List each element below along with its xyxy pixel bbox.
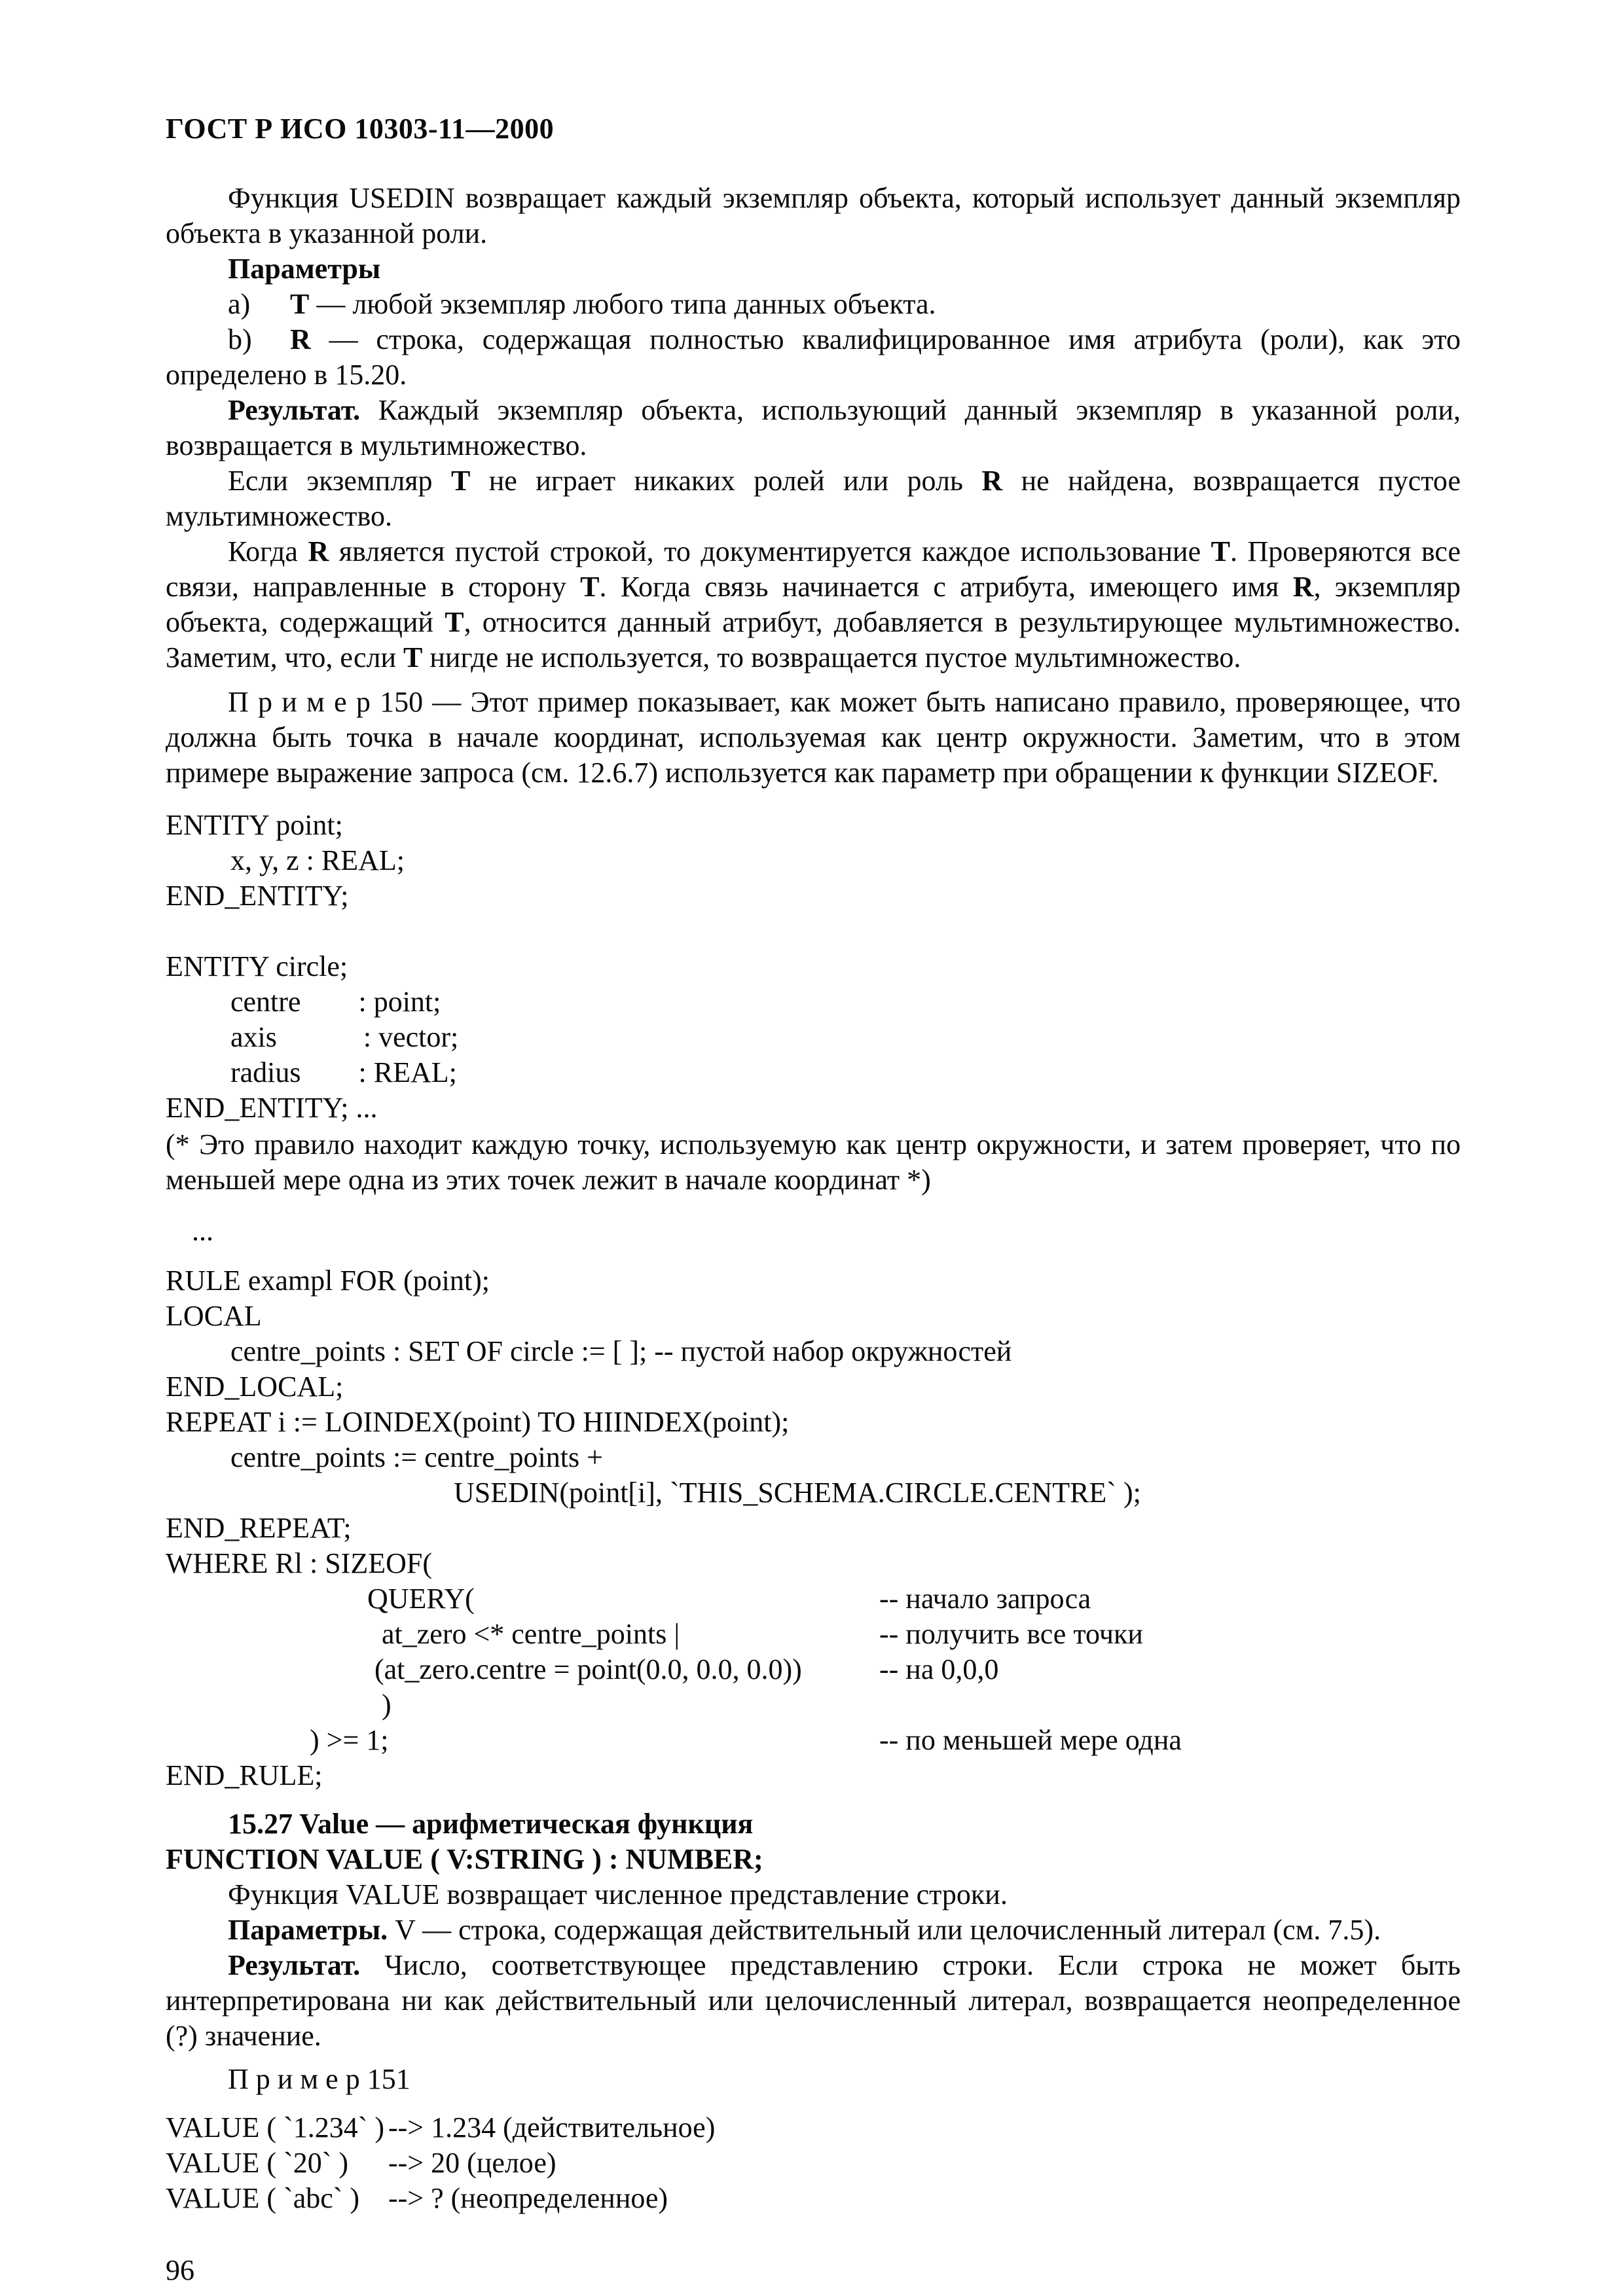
code-line [166,1369,1461,1405]
code-line [166,1546,1461,1581]
code-line [166,1334,1461,1369]
param-b-term: R [290,323,311,355]
param-b-text: — строка, содержащая полностью квалифицированное имя атрибута (роли), как это определено в 15.20. [166,323,1461,391]
term-t: Т [445,606,464,638]
term-t: Т [403,641,423,673]
code-comment: -- начало запроса [879,1583,1091,1615]
result-text: Число, соответствующее представлению строки. Если строка не может быть интерпретирована ни как действительный или целочисленный литерал, возвращается неопределенное (?) значение. [166,1949,1461,2052]
code-rule-example [166,1263,1461,1793]
paragraph-usedin-result [166,393,1461,463]
params-heading: Параметры [228,253,381,285]
code-comment: -- получить все точки [879,1618,1143,1650]
code-line: END_ENTITY; [166,880,349,912]
code-line [166,1687,1461,1723]
code-line [166,1405,1461,1440]
code-line: x, y, z : REAL; [166,844,405,876]
term-t: Т [450,465,471,497]
code-line [166,2145,1461,2181]
value-result: --> ? (неопределенное) [388,2182,668,2214]
code-text: REPEAT i := LOINDEX(point) TO HIINDEX(point); [166,1406,790,1438]
text-segment: Когда [228,535,308,567]
code-line [166,914,1461,949]
code-line [166,1440,1461,1475]
term-r: R [981,465,1003,497]
code-comment: -- по меньшей мере одна [879,1724,1182,1756]
term-r: R [1292,571,1314,603]
paragraph-example-151: П р и м е р 151 [228,2063,410,2095]
code-text: ) [166,1689,392,1721]
paragraph-rule-comment: (* Это правило находит каждую точку, используемую как центр окружности, и затем проверяет, что по меньшей мере одна из этих точек лежит в начале координат *) [166,1128,1461,1196]
text-segment: нигде не используется, то возвращается пустое мультимножество. [422,641,1241,673]
paragraph-usedin-intro: Функция USEDIN возвращает каждый экземпляр объекта, который использует данный экземпляр объекта в указанной роли. [166,182,1461,249]
code-line [166,1723,1461,1758]
code-text: USEDIN(point[i], `THIS_SCHEMA.CIRCLE.CENTRE` ); [166,1477,1141,1509]
code-line: ENTITY point; [166,809,343,841]
code-text: WHERE Rl : SIZEOF( [166,1547,432,1579]
paragraph-value-result [166,1948,1461,2054]
code-line [166,1758,1461,1793]
code-entity-definitions [166,808,1461,1126]
code-text: END_RULE; [166,1759,323,1791]
paragraph-value-intro: Функция VALUE возвращает численное представление строки. [228,1878,1008,1910]
code-text: centre_points : SET OF circle := [ ]; -- пустой набор окружностей [166,1335,1012,1367]
text-segment: не найдена, возвращается пустое мультимножество. [166,465,1461,532]
code-text: at_zero <* centre_points | [166,1618,680,1650]
term-t: Т [580,571,600,603]
result-label: Результат. [228,394,361,426]
params-label: Параметры. [228,1914,388,1946]
code-comment: -- на 0,0,0 [879,1653,999,1685]
code-line: axis : vector; [166,1021,459,1053]
function-value-signature: FUNCTION VALUE ( V:STRING ) : NUMBER; [166,1843,763,1875]
term-t: Т [1211,535,1230,567]
code-text: (at_zero.centre = point(0.0, 0.0, 0.0)) [166,1653,802,1685]
page-number: 96 [166,2254,194,2286]
text-segment: . Проверяются все связи, направленные в сторону [166,535,1461,603]
value-call: VALUE ( `20` ) [166,2147,349,2179]
value-result: --> 20 (целое) [388,2147,556,2179]
code-text: END_LOCAL; [166,1371,344,1403]
code-line: ENTITY circle; [166,950,348,982]
param-a-text: — любой экземпляр любого типа данных объекта. [309,288,936,320]
code-text: QUERY( [166,1583,475,1615]
code-line: END_ENTITY; ... [166,1092,378,1124]
code-value-examples [166,2110,1461,2216]
param-b-marker: b) [228,323,252,355]
paragraph-value-params [166,1912,1461,1948]
text-segment: , экземпляр объекта, содержащий [166,571,1461,638]
code-line: radius : REAL; [166,1056,457,1088]
param-item-b [166,322,1461,393]
text-segment: , относится данный атрибут, добавляется в результирующее мультимножество. Заметим, что, если [166,606,1461,673]
code-line [166,2181,1461,2216]
code-line: centre : point; [166,986,441,1018]
code-line [166,1299,1461,1334]
code-line [166,2110,1461,2145]
value-call: VALUE ( `abc` ) [166,2182,360,2214]
code-text: RULE exampl FOR (point); [166,1265,490,1297]
result-text: Каждый экземпляр объекта, использующий данный экземпляр в указанной роли, возвращается в мультимножество. [166,394,1461,461]
code-text: ) >= 1; [166,1724,389,1756]
page-content [166,111,1461,2288]
text-segment: является пустой строкой, то документируется каждое использование [329,535,1211,567]
code-line [166,1617,1461,1652]
term-r: R [308,535,329,567]
code-text: END_REPEAT; [166,1512,352,1544]
code-text: LOCAL [166,1300,262,1332]
document-standard-header: ГОСТ Р ИСО 10303-11—2000 [166,113,555,145]
code-line [166,1475,1461,1511]
param-item-a [166,287,1461,322]
code-text: centre_points := centre_points + [166,1441,603,1473]
text-segment: . Когда связь начинается с атрибута, имеющего имя [599,571,1293,603]
param-a-term: Т [290,288,310,320]
code-line [166,1652,1461,1687]
param-a-marker: a) [228,288,251,320]
paragraph-no-roles [166,463,1461,534]
code-line [166,1511,1461,1546]
text-segment: не играет никаких ролей или роль [470,465,982,497]
code-line [166,1263,1461,1299]
text-segment: Если экземпляр [228,465,451,497]
params-text: V — строка, содержащая действительный или целочисленный литерал (см. 7.5). [388,1914,1381,1946]
paragraph-example-150: П р и м е р 150 — Этот пример показывает, как может быть написано правило, проверяющее, что должна быть точка в начале координат, используемая как центр окружности. Заметим, что в этом примере выражение запроса (см. 12.6.7) используется как параметр при обращении к функции SIZEOF. [166,686,1461,789]
value-result: --> 1.234 (действительное) [388,2111,716,2144]
paragraph-empty-string [166,534,1461,675]
ellipsis-line: ... [192,1215,213,1247]
code-line [166,1581,1461,1617]
value-call: VALUE ( `1.234` ) [166,2111,385,2144]
result-label: Результат. [228,1949,361,1981]
section-heading-15-27: 15.27 Value — арифметическая функция [228,1808,754,1840]
